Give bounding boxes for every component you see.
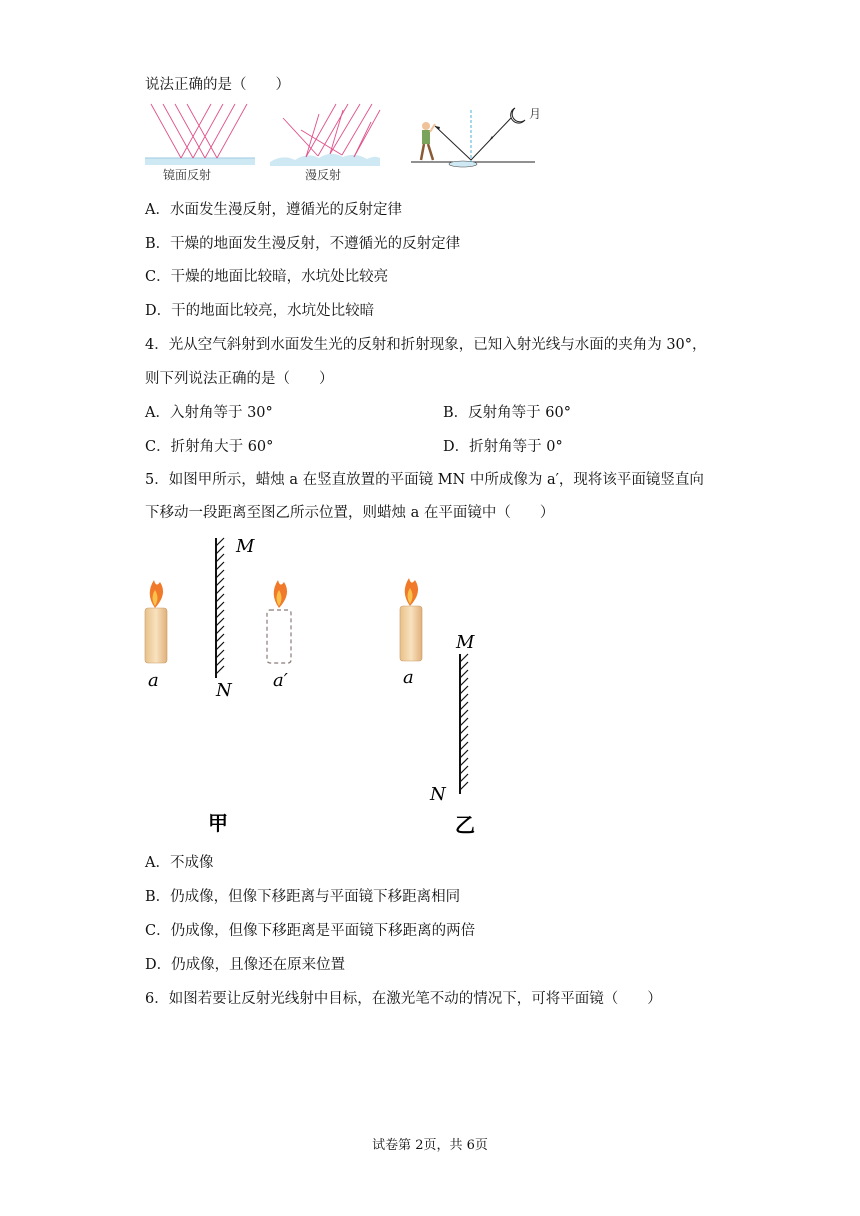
mirror-hatch-mark (460, 782, 468, 790)
q4-stem-line2: 则下列说法正确的是（ ） (145, 371, 334, 387)
diffuse-caption: 漫反射 (305, 168, 342, 182)
q4-option-b: B．反射角等于 60° (443, 405, 571, 421)
mirror-hatch-mark (216, 570, 224, 578)
mirror-hatch-mark (216, 562, 224, 570)
figure-yi (400, 578, 475, 837)
candle-a (145, 580, 167, 663)
label-a-yi: a (403, 667, 414, 688)
mirror-hatch-mark (216, 554, 224, 562)
mirror-hatch-mark (460, 734, 468, 742)
q3-option-a: A．水面发生漫反射，遵循光的反射定律 (145, 202, 402, 218)
mirror-hatch-mark (216, 666, 224, 674)
mirror-mn-yi (460, 654, 468, 794)
label-m-yi: M (456, 632, 475, 653)
mirror-hatch-mark (460, 726, 468, 734)
mirror-hatch-mark (216, 618, 224, 626)
q3-option-d: D．干的地面比较亮，水坑处比较暗 (145, 303, 375, 319)
mirror-hatch-mark (460, 750, 468, 758)
mirror-mn-jia (216, 538, 224, 678)
mirror-hatch-mark (216, 578, 224, 586)
specular-caption: 镜面反射 (163, 168, 212, 182)
mirror-hatch-mark (460, 678, 468, 686)
mirror-hatch-mark (216, 602, 224, 610)
q6-stem: 6．如图若要让反射光线射中目标，在激光笔不动的情况下，可将平面镜（ ） (145, 991, 662, 1007)
label-n-yi: N (430, 784, 446, 805)
mirror-hatch-mark (216, 586, 224, 594)
mirror-hatch-mark (460, 686, 468, 694)
label-a-prime: a′ (273, 670, 288, 691)
mirror-hatch-mark (216, 538, 224, 546)
caption-yi: 乙 (455, 813, 475, 837)
q3-stem-tail: 说法正确的是（ ） (145, 77, 290, 93)
q4-option-a: A．入射角等于 30° (145, 405, 273, 421)
specular-reflection-diagram (145, 104, 255, 182)
mirror-hatch-mark (216, 650, 224, 658)
mirror-hatch-mark (216, 594, 224, 602)
mirror-hatch-mark (460, 710, 468, 718)
figure-jia (145, 536, 291, 835)
mirror-hatch-mark (460, 758, 468, 766)
moon-label: 月 (529, 107, 542, 121)
q4-stem-line1: 4．光从空气斜射到水面发生光的反射和折射现象，已知入射光线与水面的夹角为 30°， (145, 337, 707, 353)
mirror-hatch-mark (460, 670, 468, 678)
q5-stem-line1: 5．如图甲所示，蜡烛 a 在竖直放置的平面镜 MN 中所成像为 a′，现将该平面镜竖直向 (145, 472, 704, 488)
mirror-hatch-mark (460, 662, 468, 670)
moon-icon (511, 108, 525, 123)
q5-option-d: D．仍成像，且像还在原来位置 (145, 957, 346, 973)
label-a-jia: a (148, 670, 159, 691)
walking-person-icon (421, 122, 435, 160)
q3-option-c: C．干燥的地面比较暗，水坑处比较亮 (145, 269, 389, 285)
label-n-jia: N (216, 680, 232, 701)
mirror-hatch-mark (216, 610, 224, 618)
q5-option-c: C．仍成像，但像下移距离是平面镜下移距离的两倍 (145, 923, 476, 939)
mirror-hatch-mark (460, 774, 468, 782)
mirror-hatch-mark (216, 658, 224, 666)
mirror-hatch-mark (460, 742, 468, 750)
q3-option-b: B．干燥的地面发生漫反射，不遵循光的反射定律 (145, 236, 461, 252)
candle-image-a-prime (267, 580, 291, 663)
page-footer: 试卷第 2页，共 6页 (372, 1138, 488, 1153)
label-m-jia: M (236, 536, 255, 557)
mirror-hatch-mark (460, 694, 468, 702)
diffuse-reflection-diagram (270, 104, 380, 182)
q3-reflection-figure (143, 100, 543, 186)
mirror-hatch-mark (460, 766, 468, 774)
mirror-hatch-mark (216, 642, 224, 650)
candle-a-yi (400, 578, 422, 661)
moonlight-puddle-scene (411, 107, 541, 167)
q4-option-c: C．折射角大于 60° (145, 439, 274, 455)
mirror-hatch-mark (460, 718, 468, 726)
mirror-hatch-mark (460, 702, 468, 710)
q5-option-b: B．仍成像，但像下移距离与平面镜下移距离相同 (145, 889, 461, 905)
q5-option-a: A．不成像 (145, 855, 214, 871)
mirror-hatch-mark (216, 546, 224, 554)
mirror-hatch-mark (216, 626, 224, 634)
caption-jia: 甲 (208, 811, 228, 835)
mirror-hatch-mark (460, 654, 468, 662)
q5-stem-line2: 下移动一段距离至图乙所示位置，则蜡烛 a 在平面镜中（ ） (145, 505, 555, 521)
q4-option-d: D．折射角等于 0° (443, 439, 563, 455)
q5-mirror-figure (130, 530, 500, 842)
mirror-hatch-mark (216, 634, 224, 642)
